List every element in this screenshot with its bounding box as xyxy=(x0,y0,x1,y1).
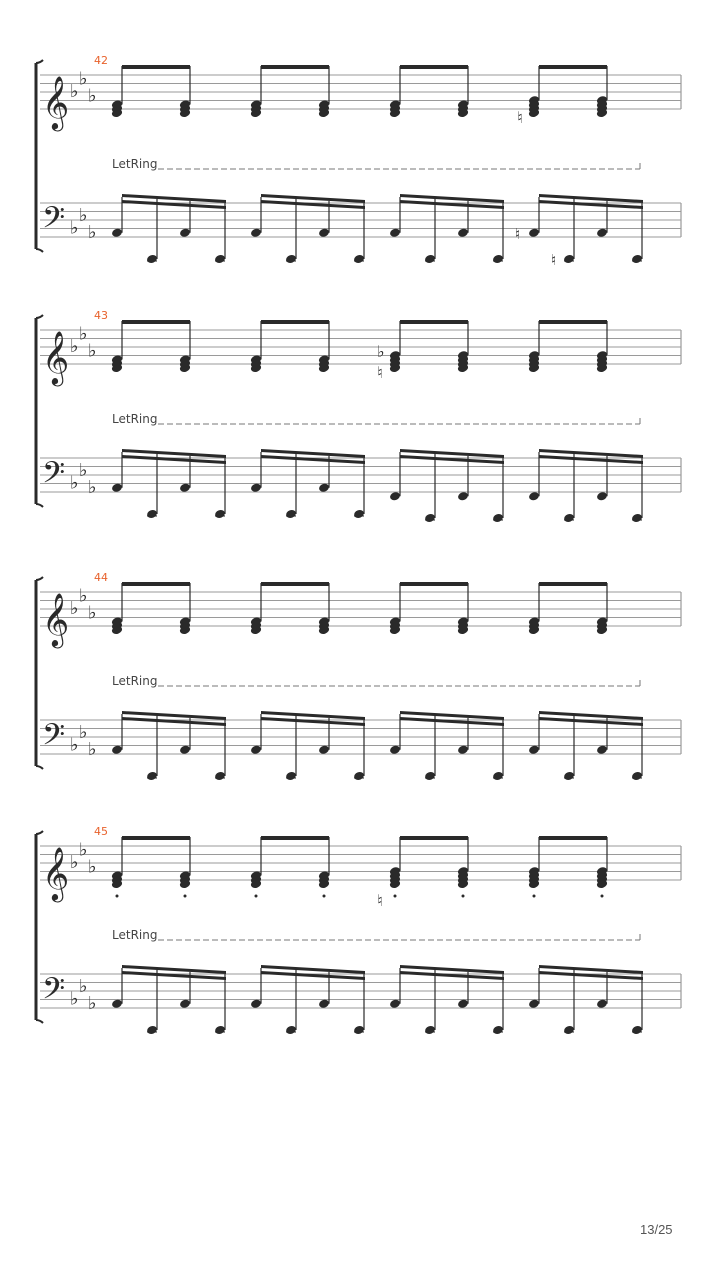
flat-sign: ♭ xyxy=(79,975,88,997)
staccato-dot xyxy=(255,895,258,898)
bass-note xyxy=(179,227,191,238)
bass-note xyxy=(318,482,330,493)
measure-number: 44 xyxy=(94,571,108,584)
bracket-top-hook xyxy=(36,315,43,318)
bass-note xyxy=(318,998,330,1009)
flat-sign: ♭ xyxy=(70,598,79,619)
flat-sign: ♭ xyxy=(70,988,79,1010)
bracket-bottom-hook xyxy=(36,1020,43,1023)
treble-clef: 𝄞 xyxy=(42,592,70,646)
eighth-beam xyxy=(261,65,329,69)
bass-note xyxy=(214,1025,226,1036)
bass-note xyxy=(424,771,436,782)
bass-note xyxy=(528,998,540,1009)
bracket-bottom-hook xyxy=(36,249,43,252)
eighth-beam xyxy=(400,65,468,69)
bracket-bottom-hook xyxy=(36,766,43,769)
bracket-top-hook xyxy=(36,577,43,580)
eighth-beam xyxy=(400,582,468,586)
bass-note xyxy=(389,998,401,1009)
treble-clef: 𝄞 xyxy=(42,846,70,900)
system-43 xyxy=(36,309,681,523)
eighth-beam xyxy=(261,582,329,586)
flat-sign: ♭ xyxy=(70,81,79,102)
bass-note xyxy=(389,491,401,502)
bass-note xyxy=(424,513,436,524)
bass-note xyxy=(457,491,469,502)
bass-note xyxy=(631,254,643,265)
flat-sign: ♭ xyxy=(79,721,88,743)
let-ring-label: LetRing xyxy=(112,928,158,942)
staccato-dot xyxy=(184,895,187,898)
bass-note xyxy=(492,254,504,265)
flat-sign: ♭ xyxy=(88,856,97,878)
staccato-dot xyxy=(394,895,397,898)
bass-note xyxy=(563,771,575,782)
bass-note xyxy=(250,998,262,1009)
bracket-bottom-hook xyxy=(36,504,43,507)
bass-note xyxy=(285,771,297,782)
natural-sign: ♮ xyxy=(517,108,523,127)
bass-note xyxy=(492,771,504,782)
treble-clef: 𝄞 xyxy=(42,75,70,129)
staccato-dot xyxy=(533,895,536,898)
bass-note xyxy=(353,1025,365,1036)
flat-sign: ♭ xyxy=(88,340,97,362)
bass-note xyxy=(111,998,123,1009)
bass-note xyxy=(146,509,158,520)
eighth-beam xyxy=(400,836,468,840)
bass-note xyxy=(492,513,504,524)
bass-note xyxy=(250,227,262,238)
flat-sign: ♭ xyxy=(70,852,79,873)
bass-clef: 𝄢 xyxy=(42,718,66,760)
let-ring-label: LetRing xyxy=(112,674,158,688)
system-44 xyxy=(36,571,681,781)
flat-sign: ♭ xyxy=(88,602,97,624)
bass-note xyxy=(214,509,226,520)
bass-note xyxy=(563,254,575,265)
bass-note xyxy=(631,513,643,524)
eighth-beam xyxy=(261,836,329,840)
bass-note xyxy=(596,491,608,502)
bracket-top-hook xyxy=(36,60,43,63)
measure-number: 45 xyxy=(94,825,108,838)
bass-note xyxy=(111,227,123,238)
bass-note xyxy=(596,227,608,238)
bass-clef: 𝄢 xyxy=(42,456,66,498)
bass-clef: 𝄢 xyxy=(42,972,66,1014)
flat-sign: ♭ xyxy=(79,204,88,226)
bass-clef: 𝄢 xyxy=(42,201,66,243)
staccato-dot xyxy=(323,895,326,898)
flat-sign: ♭ xyxy=(88,85,97,107)
flat-sign: ♭ xyxy=(79,323,88,345)
bass-note xyxy=(457,227,469,238)
bass-note xyxy=(318,227,330,238)
bass-note xyxy=(179,482,191,493)
flat-sign: ♭ xyxy=(88,992,97,1014)
bass-note xyxy=(285,509,297,520)
flat-sign: ♭ xyxy=(79,459,88,481)
bass-note xyxy=(424,1025,436,1036)
system-42 xyxy=(36,54,681,269)
eighth-beam xyxy=(539,65,607,69)
bass-note xyxy=(214,254,226,265)
staccato-dot xyxy=(116,895,119,898)
natural-sign: ♮ xyxy=(551,251,557,269)
flat-sign: ♭ xyxy=(79,585,88,607)
eighth-beam xyxy=(122,836,190,840)
eighth-beam xyxy=(539,582,607,586)
measure-number: 42 xyxy=(94,54,108,67)
flat-sign: ♭ xyxy=(88,738,97,760)
flat-sign: ♭ xyxy=(70,472,79,494)
bass-note xyxy=(111,482,123,493)
system-45 xyxy=(36,825,681,1035)
flat-sign: ♭ xyxy=(377,342,385,361)
bass-note xyxy=(424,254,436,265)
bass-note xyxy=(528,744,540,755)
bass-note xyxy=(146,254,158,265)
bass-note xyxy=(318,744,330,755)
bass-note xyxy=(389,744,401,755)
flat-sign: ♭ xyxy=(70,336,79,357)
let-ring-label: LetRing xyxy=(112,412,158,426)
bass-note xyxy=(179,998,191,1009)
natural-sign: ♮ xyxy=(377,891,383,910)
eighth-beam xyxy=(539,320,607,324)
bass-note xyxy=(457,998,469,1009)
bass-note xyxy=(285,254,297,265)
bass-note xyxy=(353,254,365,265)
flat-sign: ♭ xyxy=(70,217,79,239)
bass-note xyxy=(353,771,365,782)
bass-note xyxy=(250,482,262,493)
bass-note xyxy=(111,744,123,755)
flat-sign: ♭ xyxy=(79,839,88,861)
bass-note xyxy=(631,771,643,782)
eighth-beam xyxy=(122,320,190,324)
flat-sign: ♭ xyxy=(70,734,79,756)
flat-sign: ♭ xyxy=(88,476,97,498)
natural-sign: ♮ xyxy=(377,363,383,382)
page-number: 13/25 xyxy=(640,1222,673,1237)
bass-note xyxy=(389,227,401,238)
eighth-beam xyxy=(400,320,468,324)
bass-note xyxy=(179,744,191,755)
bass-note xyxy=(596,998,608,1009)
bass-note xyxy=(563,513,575,524)
bass-note xyxy=(146,771,158,782)
flat-sign: ♭ xyxy=(88,221,97,243)
eighth-beam xyxy=(261,320,329,324)
staccato-dot xyxy=(462,895,465,898)
eighth-beam xyxy=(122,582,190,586)
bass-note xyxy=(528,227,540,238)
eighth-beam xyxy=(539,836,607,840)
bass-note xyxy=(596,744,608,755)
bass-note xyxy=(353,509,365,520)
bass-note xyxy=(214,771,226,782)
bass-note xyxy=(457,744,469,755)
bass-note xyxy=(528,491,540,502)
bass-note xyxy=(563,1025,575,1036)
natural-sign: ♮ xyxy=(515,224,521,243)
eighth-beam xyxy=(122,65,190,69)
treble-clef: 𝄞 xyxy=(42,330,70,384)
bass-note xyxy=(285,1025,297,1036)
bass-note xyxy=(492,1025,504,1036)
flat-sign: ♭ xyxy=(79,68,88,90)
bass-note xyxy=(250,744,262,755)
measure-number: 43 xyxy=(94,309,108,322)
bass-note xyxy=(146,1025,158,1036)
let-ring-label: LetRing xyxy=(112,157,158,171)
bracket-top-hook xyxy=(36,831,43,834)
bass-note xyxy=(631,1025,643,1036)
staccato-dot xyxy=(601,895,604,898)
